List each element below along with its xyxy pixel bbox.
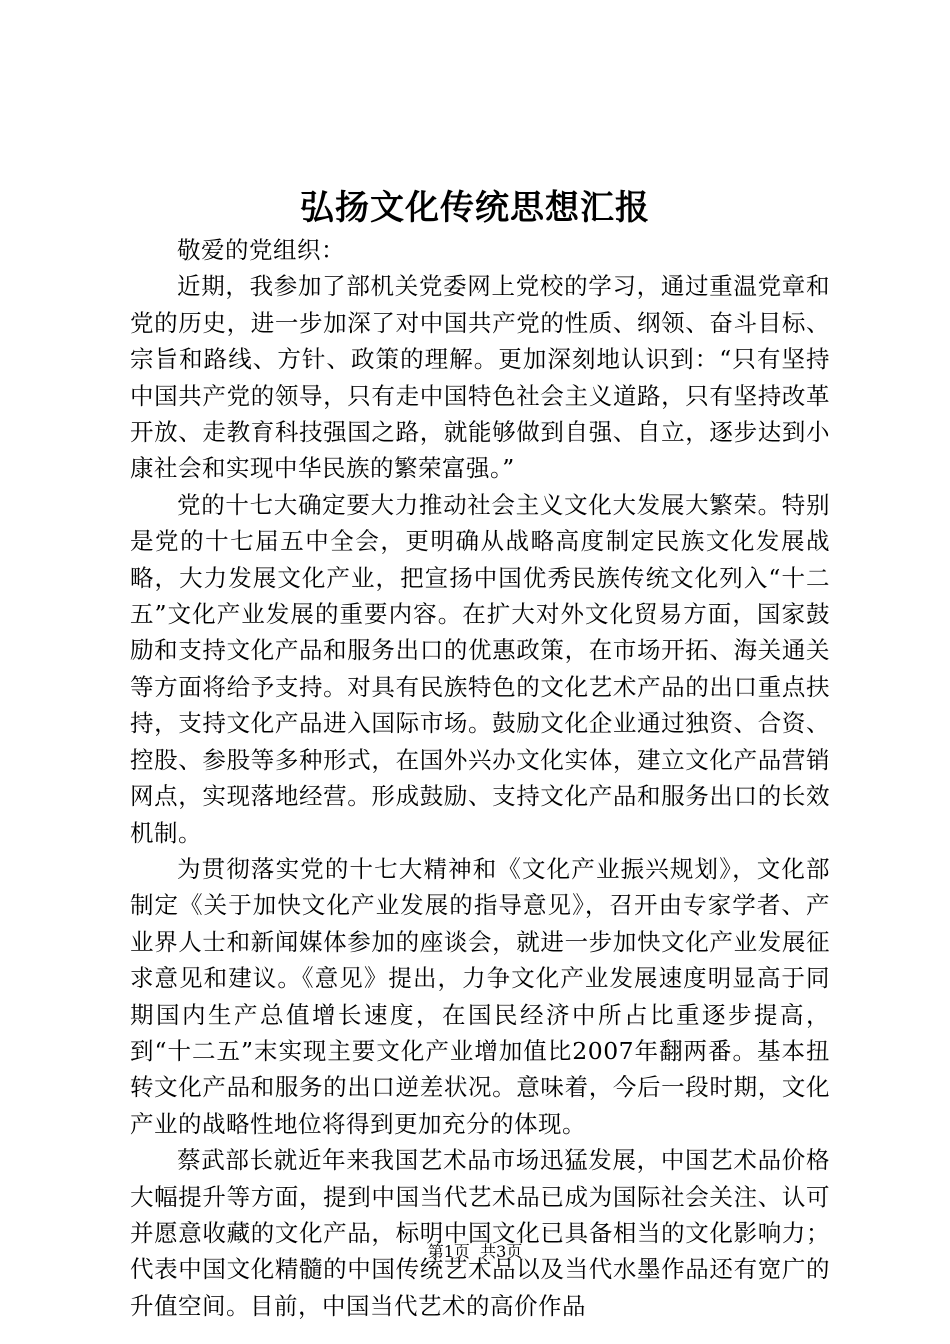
paragraph: 蔡武部长就近年来我国艺术品市场迅猛发展，中国艺术品价格大幅提升等方面，提到中国当代艺术品已成为国际社会关注、认可并愿意收藏的文化产品，标明中国文化已具备相当的文化影响力；代表中国文化精髓的中国传统艺术品以及当代水墨作品还有宽广的升值空间。目前，中国当代艺术的高价作品 — [130, 1146, 830, 1320]
document-title: 弘扬文化传统思想汇报 — [300, 188, 650, 228]
paragraph: 党的十七大确定要大力推动社会主义文化大发展大繁荣。特别是党的十七届五中全会，更明确从战略高度制定民族文化发展战略，大力发展文化产业，把宣扬中国优秀民族传统文化列入“十二五”文化产业发展的重要内容。在扩大对外文化贸易方面，国家鼓励和支持文化产品和服务出口的优惠政策，在市场开拓、海关通关等方面将给予支持。对具有民族特色的文化艺术产品的出口重点扶持，支持文化产品进入国际市场。鼓励文化企业通过独资、合资、控股、参股等多种形式，在国外兴办文化实体，建立文化产品营销网点，实现落地经营。形成鼓励、支持文化产品和服务出口的长效机制。 — [130, 490, 830, 847]
paragraph: 近期，我参加了部机关党委网上党校的学习，通过重温党章和党的历史，进一步加深了对中国共产党的性质、纲领、奋斗目标、宗旨和路线、方针、政策的理解。更加深刻地认识到：“只有坚持中国共产党的领导，只有走中国特色社会主义道路，只有坚持改革开放、走教育科技强国之路，就能够做到自强、自立，逐步达到小康社会和实现中华民族的繁荣富强。” — [130, 272, 830, 483]
document-body — [130, 232, 830, 1324]
salutation: 敬爱的党组织： — [177, 236, 345, 264]
page-number: 第1页 — [427, 1242, 470, 1261]
page-footer — [0, 1242, 950, 1262]
paragraph: 为贯彻落实党的十七大精神和《文化产业振兴规划》，文化部制定《关于加快文化产业发展的指导意见》，召开由专家学者、产业界人士和新闻媒体参加的座谈会，就进一步加快文化产业发展征求意见和建议。《意见》提出，力争文化产业发展速度明显高于同期国内生产总值增长速度，在国民经济中所占比重逐步提高，到“十二五”末实现主要文化产业增加值比2007年翻两番。基本扭转文化产品和服务的出口逆差状况。意味着，今后一段时期，文化产业的战略性地位将得到更加充分的体现。 — [130, 854, 830, 1138]
page-total: 共3页 — [480, 1242, 523, 1261]
footer-separator — [470, 1242, 480, 1261]
